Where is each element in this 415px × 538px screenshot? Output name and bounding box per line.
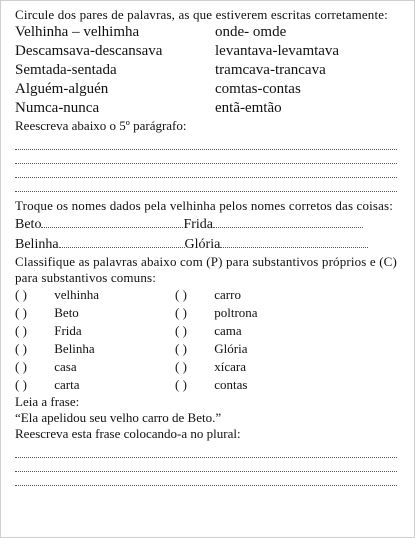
pair-left-3[interactable]: Semtada-sentada bbox=[15, 62, 117, 78]
exercise3-instruction: Troque os nomes dados pela velhinha pelos nomes corretos das coisas: bbox=[15, 198, 393, 213]
answer-line-2[interactable] bbox=[15, 150, 397, 164]
rename-line-1 bbox=[15, 214, 397, 234]
word-pairs-grid bbox=[15, 23, 397, 118]
pair-left-1[interactable]: Velhinha – velhimha bbox=[15, 24, 140, 40]
classify-item bbox=[15, 304, 175, 322]
classify-item bbox=[175, 376, 397, 394]
classify-checkbox[interactable]: ( ) bbox=[175, 323, 187, 338]
worksheet-content bbox=[15, 7, 397, 486]
classify-item bbox=[15, 376, 175, 394]
classify-word: Glória bbox=[214, 341, 248, 356]
classify-word: poltrona bbox=[214, 305, 258, 320]
classify-checkbox[interactable]: ( ) bbox=[175, 287, 187, 302]
classify-item bbox=[175, 322, 397, 340]
rename-blank-gloria[interactable] bbox=[220, 234, 368, 248]
rename-word-gloria: Glória bbox=[184, 237, 221, 252]
plural-answer-line-3[interactable] bbox=[15, 472, 397, 486]
classify-word: Frida bbox=[54, 323, 82, 338]
classify-checkbox[interactable]: ( ) bbox=[175, 359, 187, 374]
classify-item bbox=[15, 286, 175, 304]
classify-word: casa bbox=[54, 359, 77, 374]
classify-word: carta bbox=[54, 377, 80, 392]
pair-left-4[interactable]: Alguém-alguén bbox=[15, 81, 109, 97]
classify-word: cama bbox=[214, 323, 242, 338]
classification-grid bbox=[15, 286, 397, 394]
classify-checkbox[interactable]: ( ) bbox=[15, 323, 27, 338]
plural-answer-line-2[interactable] bbox=[15, 458, 397, 472]
classify-word: velhinha bbox=[54, 287, 100, 302]
classify-item bbox=[175, 304, 397, 322]
answer-line-3[interactable] bbox=[15, 164, 397, 178]
classify-checkbox[interactable]: ( ) bbox=[15, 377, 27, 392]
pair-right-2[interactable]: levantava-levamtava bbox=[215, 43, 340, 59]
classify-item bbox=[15, 358, 175, 376]
pair-left-2[interactable]: Descamsava-descansava bbox=[15, 43, 163, 59]
classify-word: xícara bbox=[214, 359, 247, 374]
classify-word: contas bbox=[214, 377, 248, 392]
rename-line-2 bbox=[15, 234, 397, 254]
rename-blank-beto[interactable] bbox=[41, 214, 183, 228]
pair-right-3[interactable]: tramcava-trancava bbox=[215, 62, 326, 78]
exercise5-instruction: Reescreva esta frase colocando-a no plural: bbox=[15, 426, 241, 441]
exercise1-instruction: Circule dos pares de palavras, as que estiverem escritas corretamente: bbox=[15, 7, 388, 22]
exercise5-sentence: “Ela apelidou seu velho carro de Beto.” bbox=[15, 410, 222, 425]
classify-item bbox=[175, 286, 397, 304]
answer-line-4[interactable] bbox=[15, 178, 397, 192]
classify-word: Beto bbox=[54, 305, 79, 320]
answer-line-1[interactable] bbox=[15, 136, 397, 150]
classify-item bbox=[175, 340, 397, 358]
rename-word-belinha: Belinha bbox=[15, 237, 59, 252]
exercise2-instruction: Reescreva abaixo o 5º parágrafo: bbox=[15, 118, 187, 133]
classify-checkbox[interactable]: ( ) bbox=[15, 305, 27, 320]
classify-word: Belinha bbox=[54, 341, 95, 356]
rename-blank-frida[interactable] bbox=[213, 214, 363, 228]
classify-item bbox=[15, 340, 175, 358]
classify-item bbox=[15, 322, 175, 340]
classify-checkbox[interactable]: ( ) bbox=[175, 377, 187, 392]
plural-answer-line-1[interactable] bbox=[15, 444, 397, 458]
rename-word-beto: Beto bbox=[15, 217, 42, 232]
pair-right-4[interactable]: comtas-contas bbox=[215, 81, 301, 97]
classify-checkbox[interactable]: ( ) bbox=[15, 359, 27, 374]
classify-checkbox[interactable]: ( ) bbox=[15, 341, 27, 356]
classify-checkbox[interactable]: ( ) bbox=[175, 341, 187, 356]
classify-checkbox[interactable]: ( ) bbox=[175, 305, 187, 320]
exercise5-intro: Leia a frase: bbox=[15, 394, 80, 409]
pair-right-5[interactable]: entã-emtão bbox=[215, 100, 282, 116]
classify-checkbox[interactable]: ( ) bbox=[15, 287, 27, 302]
classify-word: carro bbox=[214, 287, 241, 302]
rename-blank-belinha[interactable] bbox=[59, 234, 185, 248]
classify-item bbox=[175, 358, 397, 376]
rename-word-frida: Frida bbox=[183, 217, 214, 232]
pair-left-5[interactable]: Numca-nunca bbox=[15, 100, 100, 116]
exercise4-instruction: Classifique as palavras abaixo com (P) para substantivos próprios e (C) para substantivos comuns: bbox=[15, 254, 397, 285]
pair-right-1[interactable]: onde- omde bbox=[215, 24, 287, 40]
